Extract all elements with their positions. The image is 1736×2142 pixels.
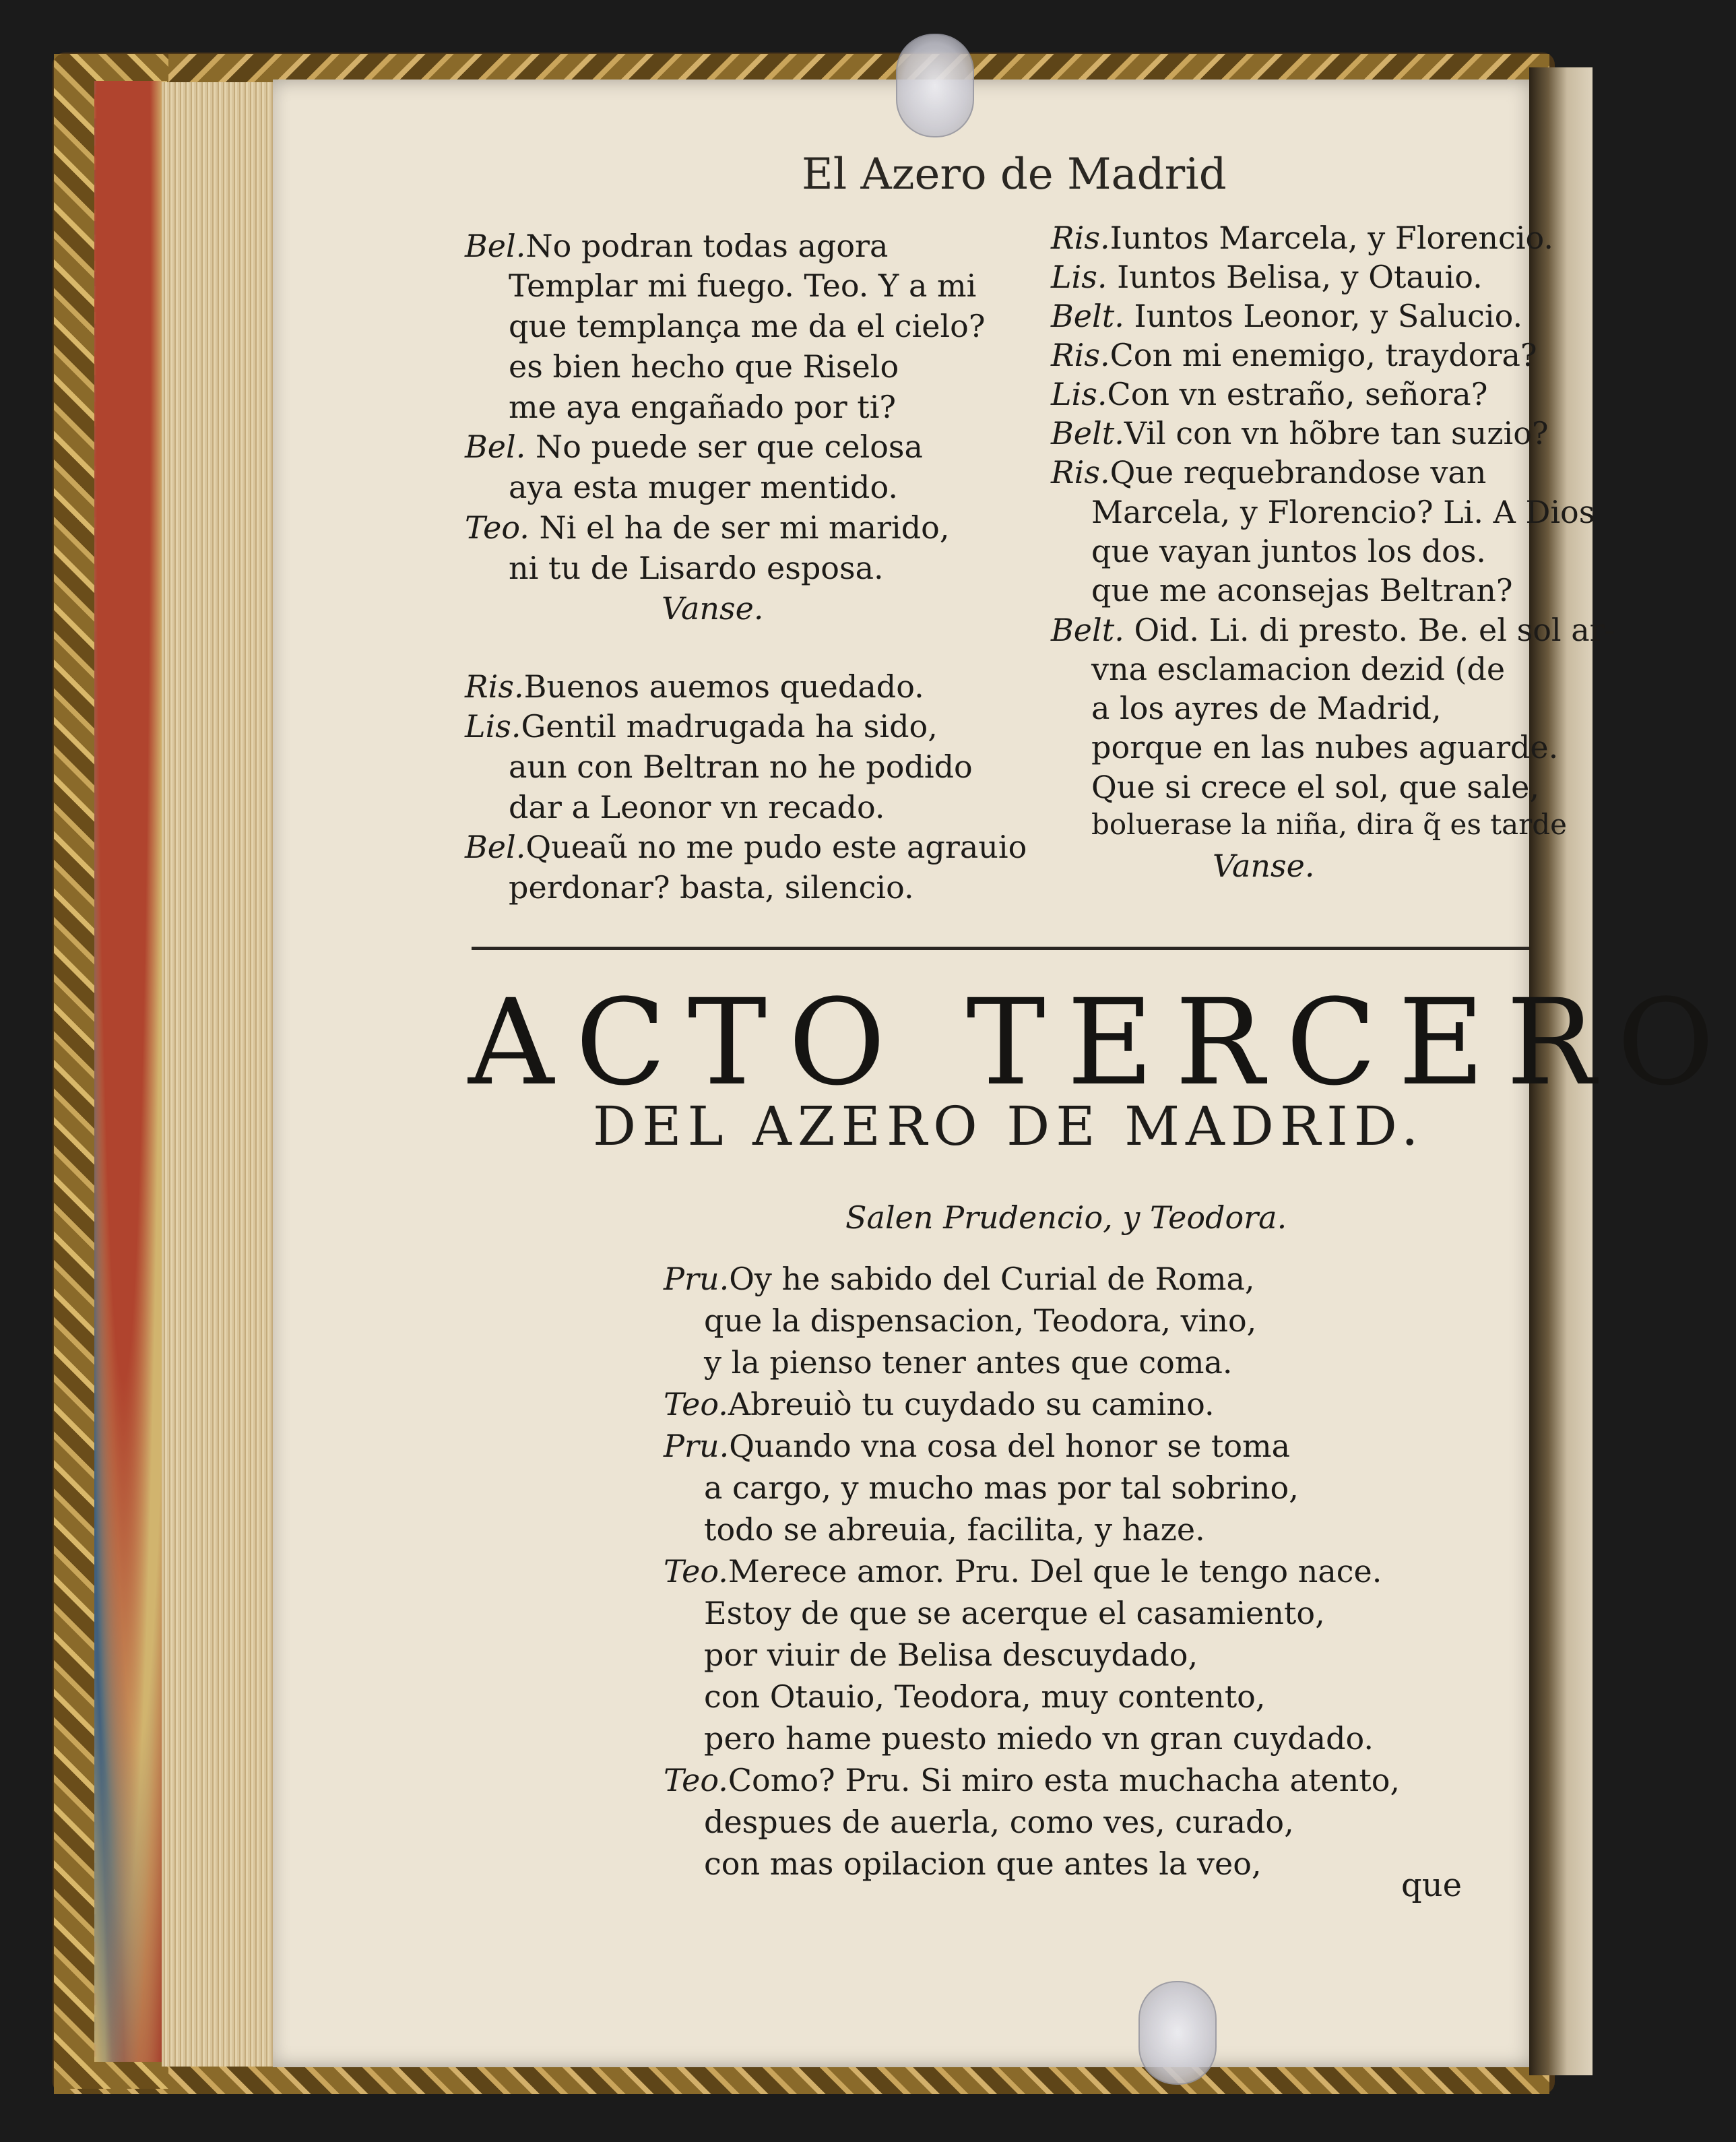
stage-direction: Salen Prudencio, y Teodora.	[845, 1199, 1287, 1236]
verse-text: Que requebrandose van	[1110, 454, 1487, 491]
page-clip-top	[896, 34, 974, 137]
running-head: El Azero de Madrid	[802, 150, 1227, 199]
verse-text: Oy he sabido del Curial de Roma,	[729, 1261, 1255, 1297]
verse-line: Que si crece el sol, que sale,	[1091, 769, 1540, 805]
verse-line: que me aconsejas Beltran?	[1091, 572, 1513, 608]
verse-line: Estoy de que se acerque el casamiento,	[704, 1595, 1325, 1631]
verse-text: Gentil madrugada ha sido,	[521, 708, 938, 745]
speaker-label: Teo.	[664, 1553, 728, 1589]
verse-text: Con vn estraño, señora?	[1107, 376, 1488, 412]
verse-line	[1051, 612, 1615, 648]
verse-line: despues de auerla, como ves, curado,	[704, 1804, 1294, 1840]
speaker-label: Teo.	[465, 509, 529, 546]
verse-line	[1051, 415, 1549, 451]
verse-text: Iuntos Leonor, y Salucio.	[1134, 298, 1523, 334]
stage-direction: Vanse.	[1213, 848, 1315, 884]
verse-line: porque en las nubes aguarde.	[1091, 729, 1559, 765]
speaker-label: Lis.	[465, 708, 521, 745]
verse-line: aun con Beltran no he podido	[509, 749, 973, 785]
verse-line: ni tu de Lisardo esposa.	[509, 550, 884, 586]
verse-text: No puede ser que celosa	[536, 429, 923, 465]
verse-line: que la dispensacion, Teodora, vino,	[704, 1302, 1257, 1339]
speaker-label: Belt.	[1051, 612, 1124, 648]
verse-line: me aya engañado por ti?	[509, 389, 897, 425]
verse-line: perdonar? basta, silencio.	[509, 869, 914, 906]
verse-line: todo se abreuia, facilita, y haze.	[704, 1511, 1205, 1548]
verse-line: es bien hecho que Riselo	[509, 348, 899, 385]
verse-line: Marcela, y Florencio? Li. A Dios	[1091, 494, 1595, 530]
verse-text: Quando vna cosa del honor se toma	[729, 1428, 1291, 1464]
verse-line: por viuir de Belisa descuydado,	[704, 1637, 1198, 1673]
speaker-label: Bel.	[465, 829, 526, 865]
speaker-label: Ris.	[1051, 220, 1110, 256]
verse-line	[1051, 454, 1487, 491]
verse-line	[664, 1386, 1215, 1422]
verse-line	[664, 1553, 1382, 1589]
verse-text: No podran todas agora	[525, 228, 889, 264]
verse-line	[465, 429, 923, 465]
verse-line	[1051, 376, 1488, 412]
verse-line	[465, 829, 1027, 865]
verse-line: a los ayres de Madrid,	[1091, 690, 1442, 726]
speaker-label: Lis.	[1051, 376, 1107, 412]
verse-line: Templar mi fuego. Teo. Y a mi	[509, 267, 977, 304]
verse-line: boluerase la niña, dira q̃ es tarde	[1091, 808, 1568, 841]
verse-text: Abreuiò tu cuydado su camino.	[728, 1386, 1215, 1422]
verse-line: vna esclamacion dezid (de	[1091, 651, 1506, 687]
stage-direction: Vanse.	[662, 590, 764, 627]
page-clip-bottom	[1138, 1981, 1217, 2085]
verse-line	[1051, 298, 1523, 334]
horizontal-rule	[472, 947, 1529, 950]
verse-line	[664, 1261, 1255, 1297]
verse-line: dar a Leonor vn recado.	[509, 789, 885, 825]
speaker-label: Bel.	[465, 429, 526, 465]
verse-line	[664, 1428, 1291, 1464]
speaker-label: Ris.	[465, 668, 524, 705]
verse-text: Queaũ no me pudo este agrauio	[525, 829, 1027, 865]
catchword: que	[1401, 1866, 1462, 1904]
verse-line	[465, 708, 938, 745]
verse-text: Con mi enemigo, traydora?	[1110, 337, 1537, 373]
verse-text: Iuntos Marcela, y Florencio.	[1110, 220, 1554, 256]
verse-text: Merece amor. Pru. Del que le tengo nace.	[728, 1553, 1382, 1589]
speaker-label: Ris.	[1051, 337, 1110, 373]
verse-text: Iuntos Belisa, y Otauio.	[1117, 259, 1483, 295]
speaker-label: Belt.	[1051, 298, 1124, 334]
verse-line: aya esta muger mentido.	[509, 469, 898, 505]
verse-text: Vil con vn hõbre tan suzio?	[1124, 415, 1549, 451]
speaker-label: Teo.	[664, 1386, 728, 1422]
verse-line: con Otauio, Teodora, muy contento,	[704, 1678, 1266, 1715]
speaker-label: Pru.	[664, 1428, 730, 1464]
gilt-border-top	[54, 54, 1549, 82]
verse-line: a cargo, y mucho mas por tal sobrino,	[704, 1470, 1299, 1506]
marbled-endpaper	[94, 81, 167, 2062]
verse-line: y la pienso tener antes que coma.	[704, 1344, 1233, 1381]
speaker-label: Bel.	[465, 228, 526, 264]
verse-line	[1051, 220, 1554, 256]
verse-line	[465, 228, 889, 264]
verse-line	[465, 668, 924, 705]
verse-line: pero hame puesto miedo vn gran cuydado.	[704, 1720, 1374, 1757]
verse-line	[1051, 337, 1537, 373]
speaker-label: Ris.	[1051, 454, 1110, 491]
act-subtitle: DEL AZERO DE MADRID.	[593, 1095, 1425, 1158]
speaker-label: Belt.	[1051, 415, 1124, 451]
verse-text: Buenos auemos quedado.	[523, 668, 924, 705]
verse-line: que templança me da el cielo?	[509, 308, 986, 344]
speaker-label: Lis.	[1051, 259, 1107, 295]
verse-text: Como? Pru. Si miro esta muchacha atento,	[728, 1762, 1401, 1798]
verse-line: que vayan juntos los dos.	[1091, 533, 1486, 569]
page-edges	[162, 82, 276, 2067]
verse-line	[664, 1762, 1401, 1798]
verse-text: Ni el ha de ser mi marido,	[539, 509, 950, 546]
speaker-label: Pru.	[664, 1261, 730, 1297]
verse-line	[465, 509, 950, 546]
act-title: ACTO TERCERO	[468, 974, 1736, 1112]
verse-line	[1051, 259, 1483, 295]
verse-text: Oid. Li. di presto. Be. el sol ar-	[1134, 612, 1615, 648]
speaker-label: Teo.	[664, 1762, 728, 1798]
verse-line: con mas opilacion que antes la veo,	[704, 1846, 1262, 1882]
